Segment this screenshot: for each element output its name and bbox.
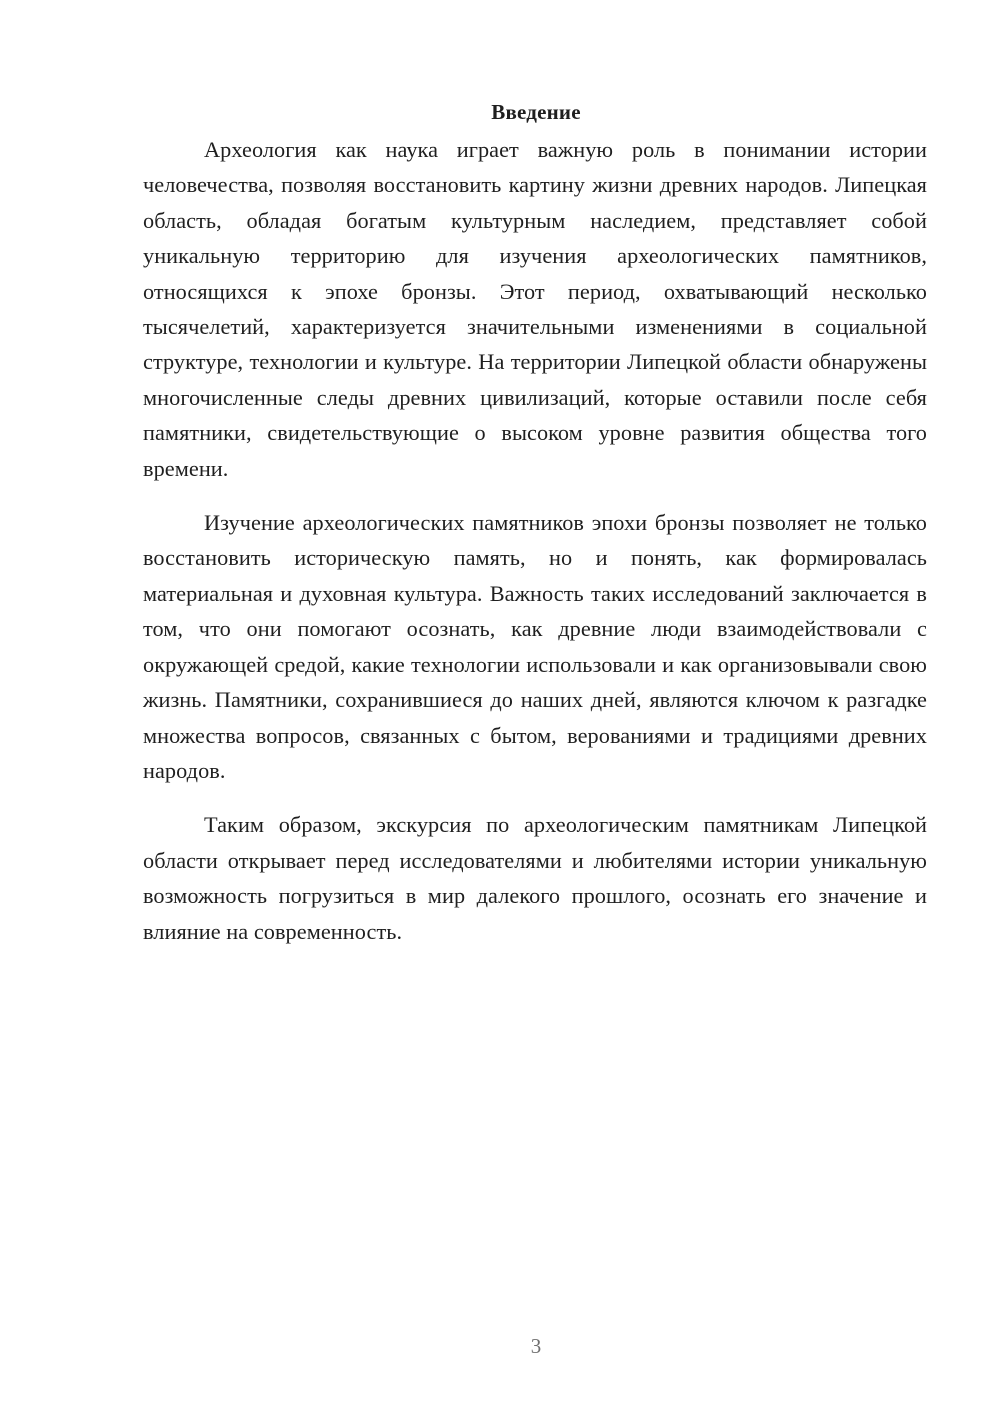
page-content: [143, 98, 927, 968]
page-number: 3: [530, 1334, 542, 1358]
section-heading: Введение: [491, 100, 581, 124]
body-paragraph-1: Археология как наука играет важную роль в понимании истории человечества, позволяя восстановить картину жизни древних народов. Липецкая область, обладая богатым культурным наследием, представляет собой уникальную территорию для изучения археологических памятников, относящихся к эпохе бронзы. Этот период, охватывающий несколько тысячелетий, характеризуется значительными изменениями в социальной структуре, технологии и культуре. На территории Липецкой области обнаружены многочисленные следы древних цивилизаций, которые оставили после себя памятники, свидетельствующие о высоком уровне развития общества того времени.: [143, 137, 927, 481]
body-paragraph-2: Изучение археологических памятников эпохи бронзы позволяет не только восстановить историческую память, но и понять, как формировалась материальная и духовная культура. Важность таких исследований заключается в том, что они помогают осознать, как древние люди взаимодействовали с окружающей средой, какие технологии использовали и как организовывали свою жизнь. Памятники, сохранившиеся до наших дней, являются ключом к разгадке множества вопросов, связанных с бытом, верованиями и традициями древних народов.: [143, 510, 927, 783]
body-paragraph-3: Таким образом, экскурсия по археологическим памятникам Липецкой области открывает перед исследователями и любителями истории уникальную возможность погрузиться в мир далекого прошлого, осознать его значение и влияние на современность.: [143, 812, 927, 944]
